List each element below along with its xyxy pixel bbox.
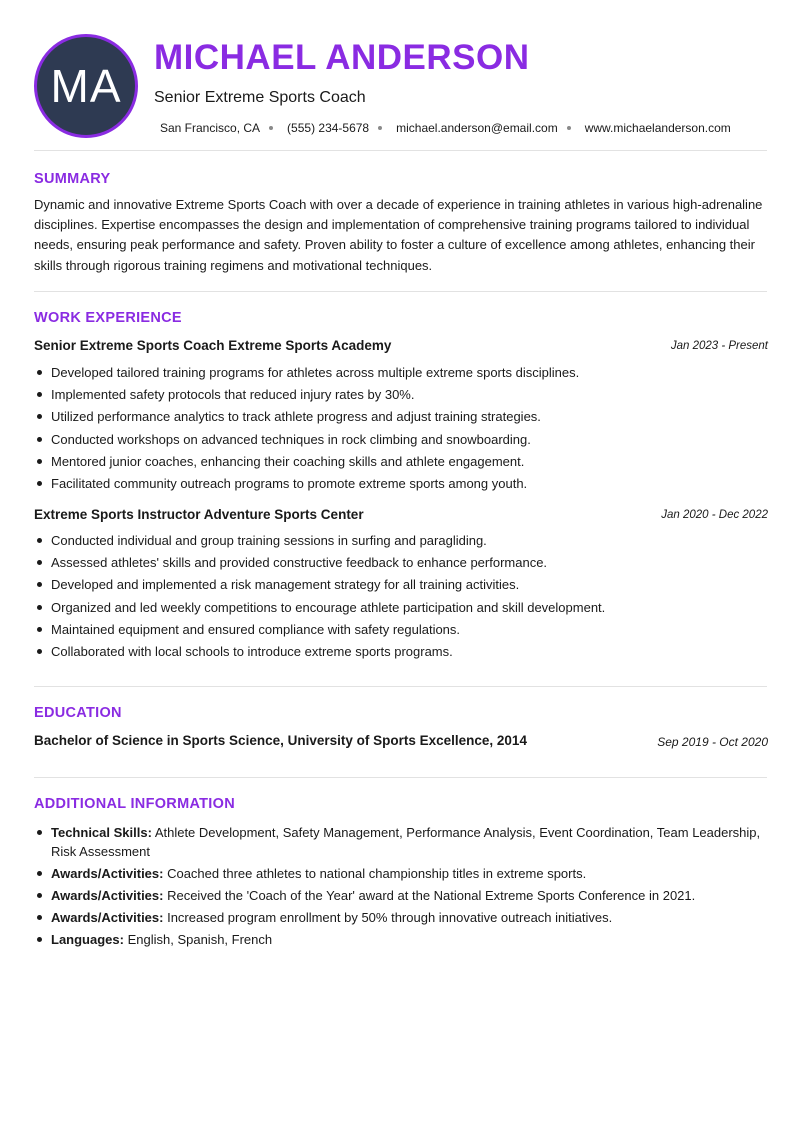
candidate-title: Senior Extreme Sports Coach <box>154 89 366 106</box>
education-entry <box>34 733 768 751</box>
list-item <box>34 886 768 905</box>
candidate-name: MICHAEL ANDERSON <box>154 38 530 77</box>
education-date: Sep 2019 - Oct 2020 <box>657 735 768 749</box>
additional-heading: ADDITIONAL INFORMATION <box>34 796 235 812</box>
info-label: Awards/Activities: <box>51 888 164 903</box>
section-divider <box>34 150 767 151</box>
section-divider <box>34 777 767 778</box>
list-item <box>34 930 768 949</box>
contact-location: San Francisco, CA <box>160 121 261 135</box>
info-text: Athlete Development, Safety Management, Performance Analysis, Event Coordination, Team Leadership, Risk Assessment <box>51 825 761 859</box>
job-bullets <box>34 365 768 498</box>
contact-website[interactable]: www.michaelanderson.com <box>584 121 731 135</box>
contact-email[interactable]: michael.anderson@email.com <box>396 121 558 135</box>
list-item: Facilitated community outreach programs to promote extreme sports among youth. <box>34 476 768 498</box>
avatar-initials: MA <box>50 60 122 112</box>
section-divider <box>34 291 767 292</box>
section-divider <box>34 686 767 687</box>
job-role: Extreme Sports Instructor Adventure Sports Center <box>34 507 364 522</box>
job-role: Senior Extreme Sports Coach Extreme Sports Academy <box>34 338 392 353</box>
list-item: Maintained equipment and ensured compliance with safety regulations. <box>34 622 768 644</box>
list-item <box>34 823 768 861</box>
avatar <box>34 34 138 138</box>
info-text: Increased program enrollment by 50% through innovative outreach initiatives. <box>163 910 613 925</box>
info-text: Received the 'Coach of the Year' award at the National Extreme Sports Conference in 2021. <box>163 888 696 903</box>
summary-heading: SUMMARY <box>34 171 111 187</box>
info-text: Coached three athletes to national championship titles in extreme sports. <box>163 866 587 881</box>
list-item: Implemented safety protocols that reduced injury rates by 30%. <box>34 387 768 409</box>
info-label: Technical Skills: <box>51 825 152 840</box>
info-label: Awards/Activities: <box>51 866 164 881</box>
info-label: Languages: <box>51 932 124 947</box>
experience-heading: WORK EXPERIENCE <box>34 310 182 326</box>
list-item: Organized and led weekly competitions to encourage athlete participation and skill development. <box>34 600 768 622</box>
list-item <box>34 864 768 883</box>
list-item: Mentored junior coaches, enhancing their coaching skills and athlete engagement. <box>34 454 768 476</box>
education-degree: Bachelor of Science in Sports Science, University of Sports Excellence, 2014 <box>34 733 527 748</box>
separator-dot-icon <box>378 126 382 130</box>
additional-list <box>34 823 768 952</box>
job-date: Jan 2020 - Dec 2022 <box>661 509 768 521</box>
separator-dot-icon <box>567 126 571 130</box>
list-item: Conducted workshops on advanced techniques in rock climbing and snowboarding. <box>34 432 768 454</box>
job-header <box>34 338 768 356</box>
contact-row <box>160 121 731 135</box>
resume-header <box>0 0 800 150</box>
list-item: Collaborated with local schools to introduce extreme sports programs. <box>34 644 768 666</box>
job-date: Jan 2023 - Present <box>670 340 768 352</box>
list-item: Developed and implemented a risk management strategy for all training activities. <box>34 577 768 599</box>
job-bullets <box>34 533 768 666</box>
list-item <box>34 908 768 927</box>
list-item: Conducted individual and group training sessions in surfing and paragliding. <box>34 533 768 555</box>
list-item: Utilized performance analytics to track athlete progress and adjust training strategies. <box>34 409 768 431</box>
summary-text: Dynamic and innovative Extreme Sports Coach with over a decade of experience in training athletes in various high-adrenaline disciplines. Expertise encompasses the design and implementation of comprehensive training programs tailored to individual needs, ensuring peak performance and safety. Proven ability to foster a culture of excellence among athletes, enhancing their skills through rigorous training regimens and motivational techniques. <box>34 197 763 273</box>
list-item: Developed tailored training programs for athletes across multiple extreme sports disciplines. <box>34 365 768 387</box>
list-item: Assessed athletes' skills and provided constructive feedback to enhance performance. <box>34 555 768 577</box>
separator-dot-icon <box>269 126 273 130</box>
info-text: English, Spanish, French <box>123 932 273 947</box>
info-label: Awards/Activities: <box>51 910 164 925</box>
job-header <box>34 507 768 525</box>
education-heading: EDUCATION <box>34 705 122 721</box>
contact-phone: (555) 234-5678 <box>287 121 370 135</box>
